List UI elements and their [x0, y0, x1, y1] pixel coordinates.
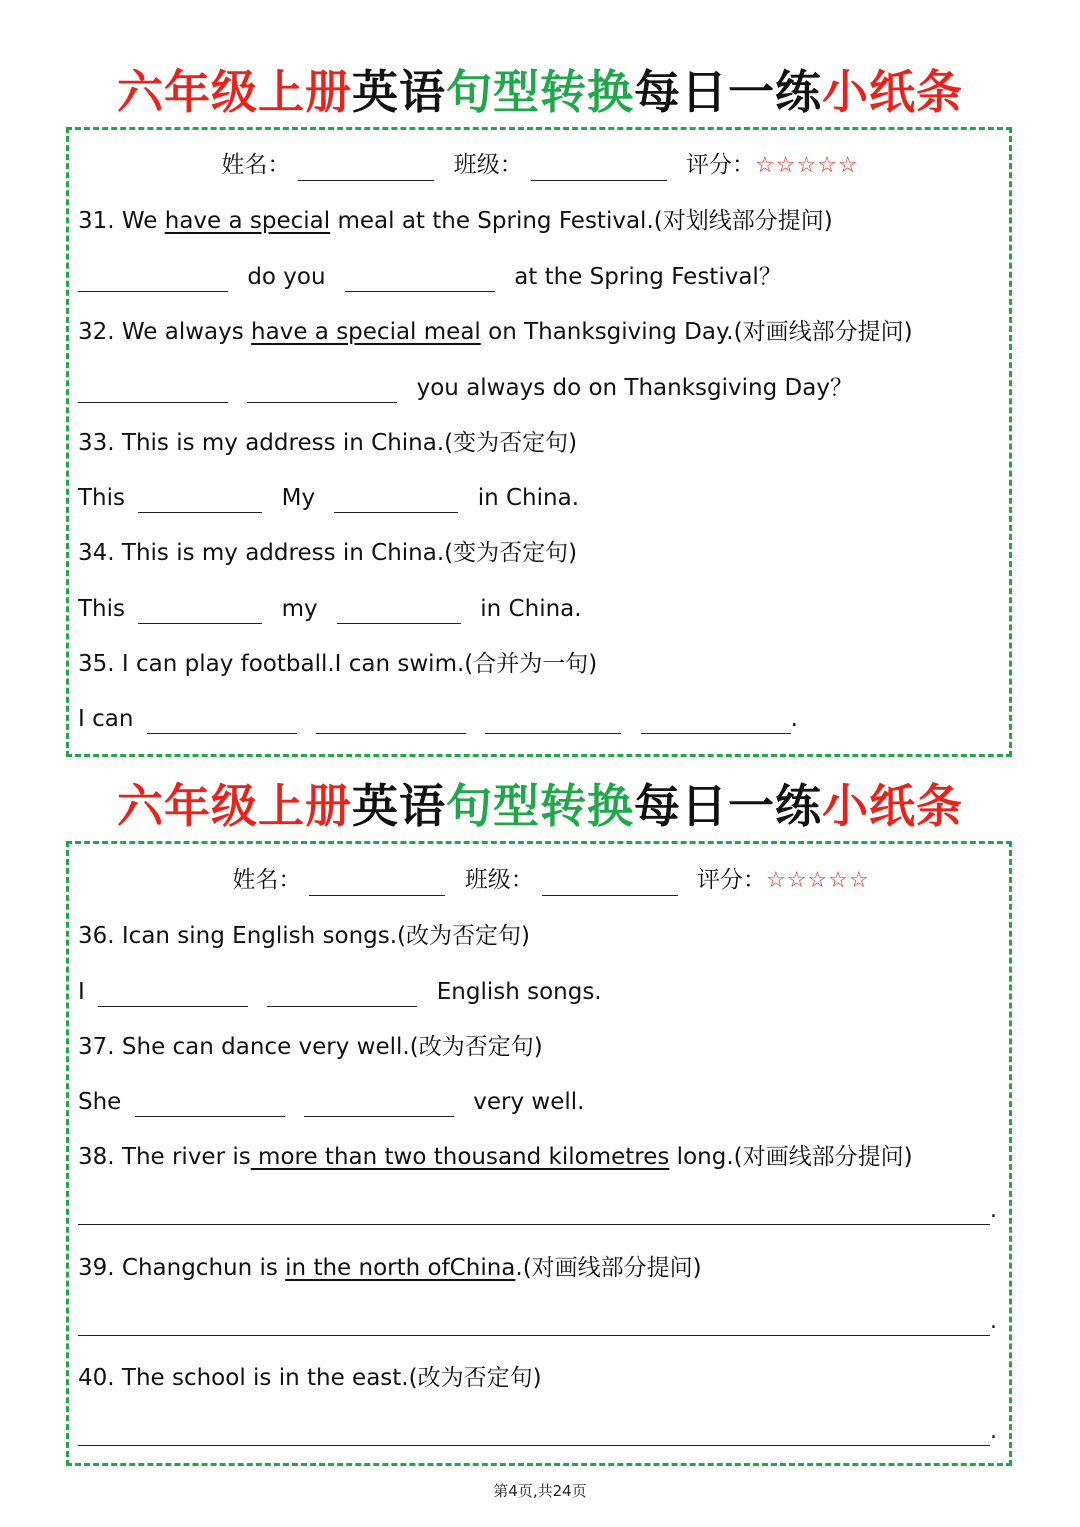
period-mark: . [990, 1419, 997, 1444]
question-32: 32. We always have a special meal on Thanksgiving Day.(对画线部分提问) [78, 319, 913, 345]
answer-blank[interactable] [147, 707, 297, 734]
star-rating-icon[interactable]: ☆☆☆☆☆ [766, 868, 870, 893]
title-topic: 句型转换 [446, 65, 634, 119]
answer-blank[interactable] [138, 597, 262, 624]
star-rating-icon[interactable]: ☆☆☆☆☆ [755, 153, 859, 178]
name-blank[interactable] [309, 869, 445, 896]
answer-blank[interactable] [304, 1090, 454, 1117]
answer-blank[interactable] [641, 707, 791, 734]
question-40: 40. The school is in the east.(改为否定句) [78, 1365, 542, 1391]
question-37: 37. She can dance very well.(改为否定句) [78, 1034, 543, 1060]
answer-blank[interactable] [98, 980, 248, 1007]
answer-31: do you at the Spring Festival？ [78, 262, 782, 292]
period-mark: . [990, 1309, 997, 1334]
answer-blank[interactable] [316, 707, 466, 734]
question-35: 35. I can play football.I can swim.(合并为一句) [78, 651, 598, 677]
title-subject: 英语 [352, 779, 446, 833]
answer-line[interactable] [78, 1445, 990, 1446]
class-label: 班级： [453, 152, 523, 178]
student-info-row [0, 150, 1080, 181]
answer-blank[interactable] [334, 486, 458, 513]
question-33: 33. This is my address in China.(变为否定句) [78, 430, 578, 456]
answer-blank[interactable] [138, 486, 262, 513]
name-label: 姓名： [221, 152, 291, 178]
underlined-phrase: more than two thousand kilometres [250, 1144, 670, 1170]
answer-34: This my in China. [78, 596, 582, 622]
underlined-phrase: have a special meal [251, 319, 481, 345]
answer-blank[interactable] [337, 597, 461, 624]
question-36: 36. Ican sing English songs.(改为否定句) [78, 923, 530, 949]
question-31: 31. We have a special meal at the Spring Festival.(对划线部分提问) [78, 208, 833, 234]
answer-33: This My in China. [78, 485, 580, 511]
answer-32: you always do on Thanksgiving Day？ [78, 373, 853, 403]
answer-line[interactable] [78, 1224, 990, 1225]
name-label: 姓名： [232, 867, 302, 893]
title-grade: 六年级上册 [117, 65, 352, 119]
class-blank[interactable] [531, 154, 667, 181]
answer-36: I English songs. [78, 979, 602, 1005]
answer-blank[interactable] [247, 376, 397, 403]
period-mark: . [990, 1198, 997, 1223]
underlined-phrase: have a special [164, 208, 331, 234]
title-topic: 句型转换 [446, 779, 634, 833]
question-39: 39. Changchun is in the north ofChina.(对画线部分提问) [78, 1255, 702, 1281]
class-blank[interactable] [542, 869, 678, 896]
title-daily: 每日一练 [634, 779, 822, 833]
answer-blank[interactable] [485, 707, 621, 734]
class-label: 班级： [464, 867, 534, 893]
question-34: 34. This is my address in China.(变为否定句) [78, 540, 578, 566]
question-38: 38. The river is more than two thousand kilometres long.(对画线部分提问) [78, 1144, 913, 1170]
answer-blank[interactable] [78, 265, 228, 292]
score-label: 评分： [686, 152, 755, 178]
title-slip: 小纸条 [822, 779, 963, 833]
underlined-phrase: in the north ofChina [285, 1255, 516, 1281]
answer-37: She very well. [78, 1089, 585, 1115]
answer-line[interactable] [78, 1335, 990, 1336]
title-subject: 英语 [352, 65, 446, 119]
answer-blank[interactable] [267, 980, 417, 1007]
page-number: 第4页,共24页 [493, 1482, 587, 1500]
worksheet-title [0, 64, 1080, 120]
answer-blank[interactable] [78, 376, 228, 403]
answer-blank[interactable] [345, 265, 495, 292]
name-blank[interactable] [298, 154, 434, 181]
answer-35: I can . [78, 706, 798, 732]
score-label: 评分： [697, 867, 766, 893]
title-grade: 六年级上册 [117, 779, 352, 833]
title-daily: 每日一练 [634, 65, 822, 119]
worksheet-title [0, 778, 1080, 834]
student-info-row [0, 865, 1080, 896]
title-slip: 小纸条 [822, 65, 963, 119]
answer-blank[interactable] [135, 1090, 285, 1117]
